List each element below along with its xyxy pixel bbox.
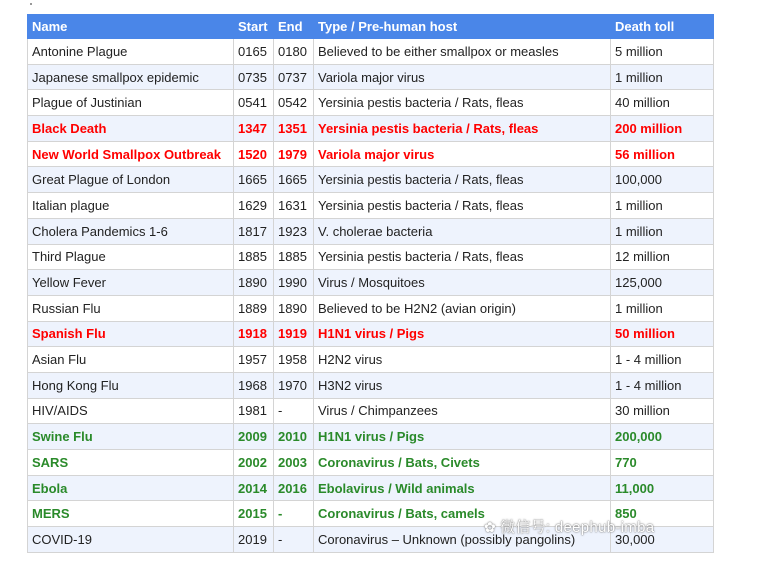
table-row <box>28 64 714 90</box>
cell-start[interactable]: 1918 <box>234 321 274 347</box>
col-header-type[interactable]: Type / Pre-human host <box>314 15 611 39</box>
cell-toll[interactable]: 12 million <box>611 244 714 270</box>
cell-toll[interactable]: 125,000 <box>611 270 714 296</box>
cell-end[interactable]: 1958 <box>274 347 314 373</box>
cell-end[interactable]: 1890 <box>274 295 314 321</box>
table-row <box>28 295 714 321</box>
cell-toll[interactable]: 40 million <box>611 90 714 116</box>
cell-toll[interactable]: 1 million <box>611 218 714 244</box>
pandemic-table <box>27 14 714 553</box>
cell-end[interactable]: 1631 <box>274 193 314 219</box>
cell-type[interactable]: Coronavirus / Bats, camels <box>314 501 611 527</box>
cell-type[interactable]: Coronavirus – Unknown (possibly pangolins) <box>314 527 611 553</box>
cell-start[interactable]: 1817 <box>234 218 274 244</box>
cell-name[interactable]: Italian plague <box>28 193 234 219</box>
cell-start[interactable]: 1629 <box>234 193 274 219</box>
table-row <box>28 39 714 65</box>
cell-name[interactable]: MERS <box>28 501 234 527</box>
cell-type[interactable]: Believed to be H2N2 (avian origin) <box>314 295 611 321</box>
cell-toll[interactable]: 5 million <box>611 39 714 65</box>
pandemic-table-container <box>27 14 714 553</box>
cell-start[interactable]: 1885 <box>234 244 274 270</box>
cell-type[interactable]: Yersinia pestis bacteria / Rats, fleas <box>314 193 611 219</box>
cell-toll[interactable]: 850 <box>611 501 714 527</box>
cell-start[interactable]: 1957 <box>234 347 274 373</box>
table-row <box>28 450 714 476</box>
cell-name[interactable]: Hong Kong Flu <box>28 372 234 398</box>
table-row <box>28 270 714 296</box>
cell-start[interactable]: 1968 <box>234 372 274 398</box>
cell-name[interactable]: Plague of Justinian <box>28 90 234 116</box>
cell-type[interactable]: Variola major virus <box>314 141 611 167</box>
cell-end[interactable]: 1885 <box>274 244 314 270</box>
cell-type[interactable]: H2N2 virus <box>314 347 611 373</box>
table-row <box>28 90 714 116</box>
cell-name[interactable]: Russian Flu <box>28 295 234 321</box>
table-row <box>28 321 714 347</box>
cell-start[interactable]: 2009 <box>234 424 274 450</box>
cell-type[interactable]: Variola major virus <box>314 64 611 90</box>
cell-toll[interactable]: 1 million <box>611 193 714 219</box>
cell-start[interactable]: 1890 <box>234 270 274 296</box>
wechat-icon: ✿ <box>484 519 497 535</box>
cell-type[interactable]: V. cholerae bacteria <box>314 218 611 244</box>
cell-name[interactable]: SARS <box>28 450 234 476</box>
cell-end[interactable]: 0737 <box>274 64 314 90</box>
cell-toll[interactable]: 200,000 <box>611 424 714 450</box>
table-row <box>28 398 714 424</box>
cell-name[interactable]: Cholera Pandemics 1-6 <box>28 218 234 244</box>
table-body <box>28 39 714 553</box>
cell-end[interactable]: 1665 <box>274 167 314 193</box>
cell-end[interactable]: 2010 <box>274 424 314 450</box>
col-header-end[interactable]: End <box>274 15 314 39</box>
table-header-row <box>28 15 714 39</box>
cell-end[interactable]: 1923 <box>274 218 314 244</box>
watermark <box>484 516 654 537</box>
cell-type[interactable]: Believed to be either smallpox or measles <box>314 39 611 65</box>
cell-toll[interactable]: 770 <box>611 450 714 476</box>
cell-end[interactable]: 0180 <box>274 39 314 65</box>
cell-toll[interactable]: 200 million <box>611 116 714 142</box>
cell-name[interactable]: Japanese smallpox epidemic <box>28 64 234 90</box>
cell-name[interactable]: HIV/AIDS <box>28 398 234 424</box>
cell-end[interactable]: 1990 <box>274 270 314 296</box>
cell-start[interactable]: 1665 <box>234 167 274 193</box>
cell-name[interactable]: Antonine Plague <box>28 39 234 65</box>
cell-type[interactable]: Ebolavirus / Wild animals <box>314 475 611 501</box>
table-row <box>28 141 714 167</box>
cell-toll[interactable]: 30 million <box>611 398 714 424</box>
cell-start[interactable]: 1520 <box>234 141 274 167</box>
cell-toll[interactable]: 1 million <box>611 64 714 90</box>
cell-name[interactable]: Great Plague of London <box>28 167 234 193</box>
cell-start[interactable]: 1347 <box>234 116 274 142</box>
cell-end[interactable]: 2003 <box>274 450 314 476</box>
watermark-text: 微信号: deephub-imba <box>500 519 655 536</box>
table-row <box>28 244 714 270</box>
cell-end[interactable]: - <box>274 501 314 527</box>
cell-type[interactable]: Yersinia pestis bacteria / Rats, fleas <box>314 167 611 193</box>
cell-name[interactable]: COVID-19 <box>28 527 234 553</box>
cell-toll[interactable]: 1 - 4 million <box>611 372 714 398</box>
cell-type[interactable]: H1N1 virus / Pigs <box>314 321 611 347</box>
cell-toll[interactable]: 11,000 <box>611 475 714 501</box>
cell-type[interactable]: Yersinia pestis bacteria / Rats, fleas <box>314 90 611 116</box>
cell-name[interactable]: Spanish Flu <box>28 321 234 347</box>
cell-toll[interactable]: 50 million <box>611 321 714 347</box>
cell-start[interactable]: 2015 <box>234 501 274 527</box>
cell-end[interactable]: 1351 <box>274 116 314 142</box>
cell-name[interactable]: Third Plague <box>28 244 234 270</box>
cell-type[interactable]: H3N2 virus <box>314 372 611 398</box>
cell-start[interactable]: 0735 <box>234 64 274 90</box>
cell-name[interactable]: New World Smallpox Outbreak <box>28 141 234 167</box>
table-row <box>28 347 714 373</box>
cell-start[interactable]: 2002 <box>234 450 274 476</box>
stray-dot <box>30 3 32 5</box>
cell-name[interactable]: Black Death <box>28 116 234 142</box>
cell-end[interactable]: - <box>274 398 314 424</box>
table-row <box>28 193 714 219</box>
cell-end[interactable]: 1919 <box>274 321 314 347</box>
cell-toll[interactable]: 56 million <box>611 141 714 167</box>
table-row <box>28 218 714 244</box>
cell-type[interactable]: Virus / Chimpanzees <box>314 398 611 424</box>
cell-name[interactable]: Asian Flu <box>28 347 234 373</box>
cell-start[interactable]: 2014 <box>234 475 274 501</box>
cell-end[interactable]: 1979 <box>274 141 314 167</box>
cell-name[interactable]: Ebola <box>28 475 234 501</box>
cell-start[interactable]: 0165 <box>234 39 274 65</box>
col-header-name[interactable]: Name <box>28 15 234 39</box>
table-row <box>28 424 714 450</box>
cell-toll[interactable]: 1 million <box>611 295 714 321</box>
col-header-death-toll[interactable]: Death toll <box>611 15 714 39</box>
cell-type[interactable]: H1N1 virus / Pigs <box>314 424 611 450</box>
cell-start[interactable]: 1889 <box>234 295 274 321</box>
cell-end[interactable]: - <box>274 527 314 553</box>
table-row <box>28 372 714 398</box>
cell-start[interactable]: 0541 <box>234 90 274 116</box>
col-header-start[interactable]: Start <box>234 15 274 39</box>
table-row <box>28 167 714 193</box>
cell-type[interactable]: Virus / Mosquitoes <box>314 270 611 296</box>
table-row <box>28 116 714 142</box>
cell-start[interactable]: 2019 <box>234 527 274 553</box>
cell-name[interactable]: Yellow Fever <box>28 270 234 296</box>
table-row <box>28 475 714 501</box>
cell-toll[interactable]: 30,000 <box>611 527 714 553</box>
cell-end[interactable]: 2016 <box>274 475 314 501</box>
cell-name[interactable]: Swine Flu <box>28 424 234 450</box>
cell-toll[interactable]: 1 - 4 million <box>611 347 714 373</box>
cell-start[interactable]: 1981 <box>234 398 274 424</box>
cell-type[interactable]: Coronavirus / Bats, Civets <box>314 450 611 476</box>
cell-end[interactable]: 1970 <box>274 372 314 398</box>
cell-end[interactable]: 0542 <box>274 90 314 116</box>
cell-toll[interactable]: 100,000 <box>611 167 714 193</box>
cell-type[interactable]: Yersinia pestis bacteria / Rats, fleas <box>314 116 611 142</box>
cell-type[interactable]: Yersinia pestis bacteria / Rats, fleas <box>314 244 611 270</box>
